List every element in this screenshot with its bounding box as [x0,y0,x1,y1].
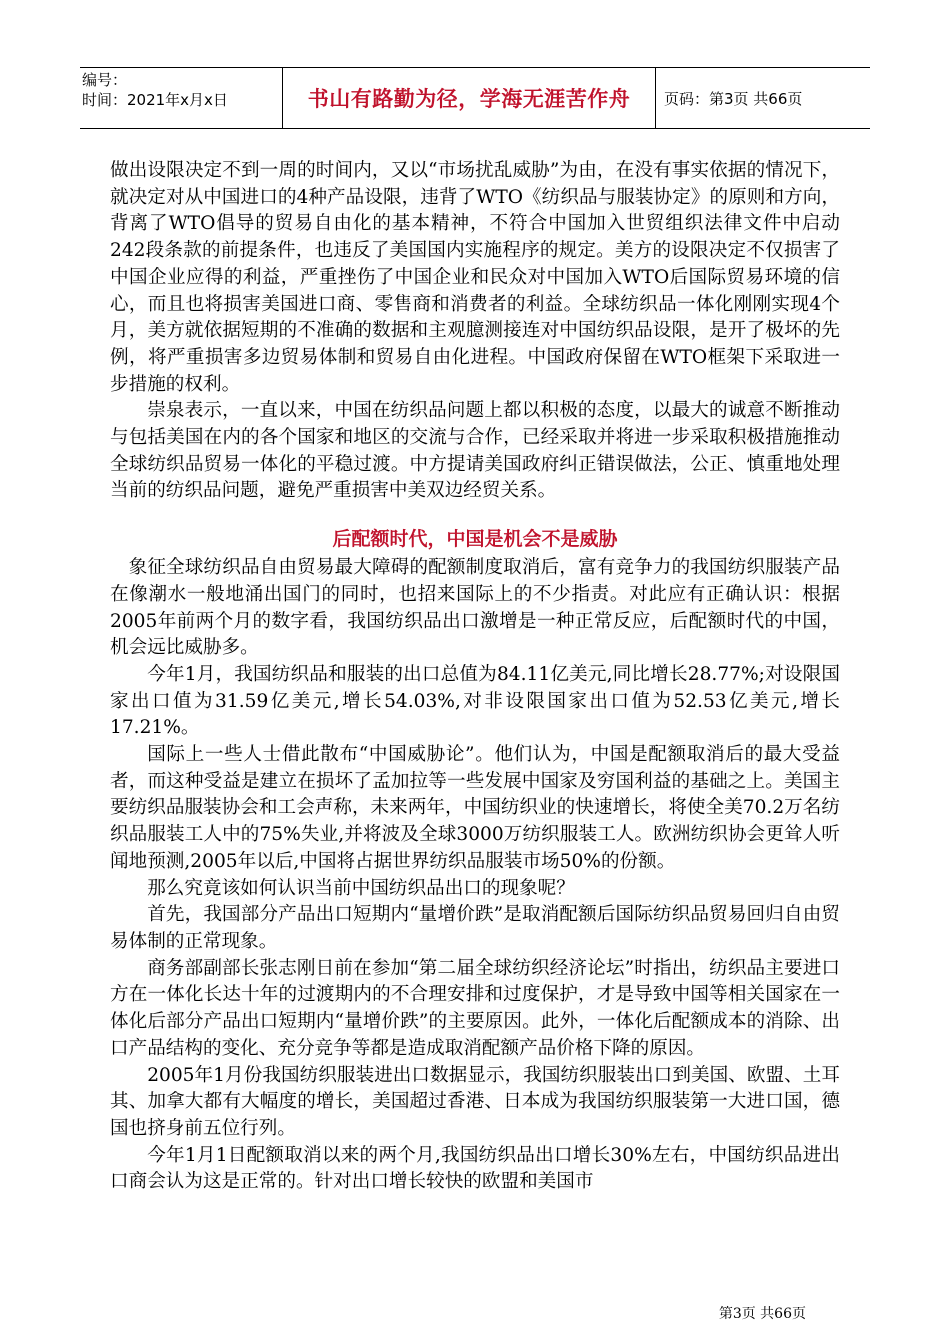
page-header [80,67,870,129]
header-page-number: 页码：第3页 共66页 [664,89,803,108]
paragraph: 崇泉表示，一直以来，中国在纺织品问题上都以积极的态度，以最大的诚意不断推动与包括美国在内的各个国家和地区的交流与合作，已经采取并将进一步采取积极措施推动全球纺织品贸易一体化的平稳过渡。中方提请美国政府纠正错误做法，公正、慎重地处理当前的纺织品问题，避免严重损害中美双边经贸关系。 [110,400,840,502]
paragraph: 做出设限决定不到一周的时间内，又以“市场扰乱威胁”为由，在没有事实依据的情况下，就决定对从中国进口的4种产品设限，违背了WTO《纺织品与服装协定》的原则和方向，背离了WTO倡导的贸易自由化的基本精神，不符合中国加入世贸组织法律文件中启动242段条款的前提条件，也违反了美国国内实施程序的规定。美方的设限决定不仅损害了中国企业应得的利益，严重挫伤了中国企业和民众对中国加入WTO后国际贸易环境的信心，而且也将损害美国进口商、零售商和消费者的利益。全球纺织品一体化刚刚实现4个月，美方就依据短期的不准确的数据和主观臆测接连对中国纺织品设限，是开了极坏的先例，将严重损害多边贸易体制和贸易自由化进程。中国政府保留在WTO框架下采取进一步措施的权利。 [110,160,840,395]
section-title: 后配额时代，中国是机会不是威胁 [332,528,618,551]
paragraph: 象征全球纺织品自由贸易最大障碍的配额制度取消后，富有竞争力的我国纺织服装产品在像潮水一般地涌出国门的同时，也招来国际上的不少指责。对此应有正确认识：根据2005年前两个月的数字看，我国纺织品出口激增是一种正常反应，后配额时代的中国，机会远比威胁多。 [110,557,840,659]
paragraph: 今年1月，我国纺织品和服装的出口总值为84.11亿美元,同比增长28.77%;对设限国家出口值为31.59亿美元,增长54.03%,对非设限国家出口值为52.53亿美元,增长17.21%。 [110,663,840,739]
paragraph: 国际上一些人士借此散布“中国威胁论”。他们认为，中国是配额取消后的最大受益者，而这种受益是建立在损坏了孟加拉等一些发展中国家及穷国利益的基础之上。美国主要纺织品服装协会和工会声称，未来两年，中国纺织业的快速增长，将使全美70.2万名纺织品服装工人中的75%失业,并将波及全球3000万纺织服装工人。欧洲纺织协会更耸人听闻地预测,2005年以后,中国将占据世界纺织品服装市场50%的份额。 [110,744,840,872]
paragraph: 2005年1月份我国纺织服装进出口数据显示，我国纺织服装出口到美国、欧盟、土耳其、加拿大都有大幅度的增长，美国超过香港、日本成为我国纺织服装第一大进口国，德国也挤身前五位行列。 [110,1064,840,1139]
document-body [110,158,840,1196]
paragraph: 首先，我国部分产品出口短期内“量增价跌”是取消配额后国际纺织品贸易回归自由贸易体制的正常现象。 [110,904,840,952]
header-motto: 书山有路勤为径，学海无涯苦作舟 [283,68,656,128]
header-code: 编号： [82,71,128,89]
paragraph: 那么究竟该如何认识当前中国纺织品出口的现象呢？ [147,877,575,899]
page-footer: 第3页 共66页 [718,1306,806,1322]
paragraph: 商务部副部长张志刚日前在参加“第二届全球纺织经济论坛”时指出，纺织品主要进口方在一体化长达十年的过渡期内的不合理安排和过度保护，才是导致中国等相关国家在一体化后部分产品出口短期内“量增价跌”的主要原因。此外，一体化后配额成本的消除、出口产品结构的变化、充分竞争等都是造成取消配额产品价格下降的原因。 [110,957,840,1059]
header-time: 时间：2021年x月x日 [82,91,228,109]
paragraph: 今年1月1日配额取消以来的两个月,我国纺织品出口增长30%左右，中国纺织品进出口商会认为这是正常的。针对出口增长较快的欧盟和美国市 [110,1144,840,1193]
header-info [80,68,283,128]
